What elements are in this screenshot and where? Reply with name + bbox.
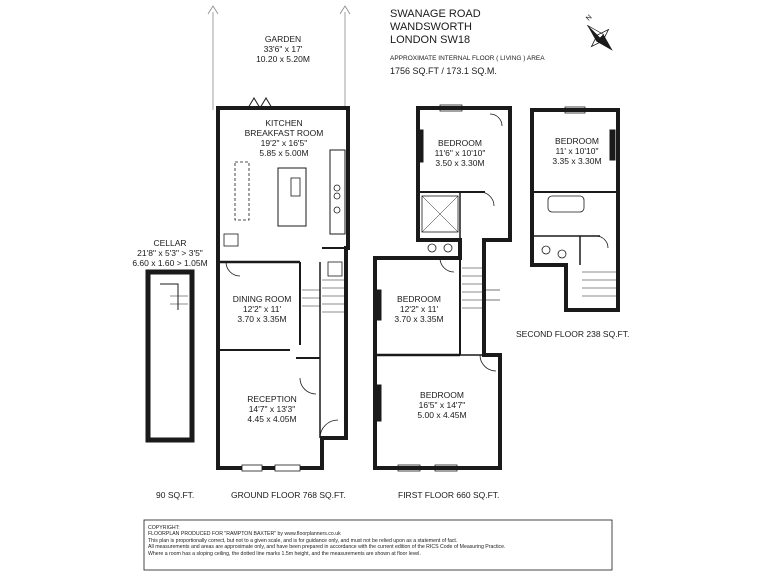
room-label-bedroom-first-rear: BEDROOM 11'6" x 10'10" 3.50 x 3.30M xyxy=(434,138,486,168)
svg-text:N: N xyxy=(585,13,594,23)
copyright-line-2: This plan is proportionally correct, but not to a given scale, and is for guidance only, and must not be relied upon as a statement of fact. xyxy=(148,537,458,544)
address-line-3: LONDON SW18 xyxy=(390,34,471,46)
floor-label-second: SECOND FLOOR 238 SQ.FT. xyxy=(516,329,630,339)
room-label-garden: GARDEN 33'6" x 17' 10.20 x 5.20M xyxy=(256,34,310,64)
floor-label-first: FIRST FLOOR 660 SQ.FT. xyxy=(398,490,500,500)
copyright-line-4: Where a room has a sloping ceiling, the dotted line marks 1.5m height, and the measurements are shown at floor level. xyxy=(148,550,421,557)
copyright-line-1: FLOORPLAN PRODUCED FOR "RAMPTON BAXTER" by www.floorplanners.co.uk xyxy=(148,531,341,538)
copyright-line-3: All measurements and areas are approximate only, and have been prepared in accordance with the current edition of the RICS Code of Measuring Practice. xyxy=(148,544,506,551)
copyright-text xyxy=(148,525,598,557)
room-label-bedroom-second: BEDROOM 11' x 10'10" 3.35 x 3.30M xyxy=(552,136,602,166)
cellar-plan xyxy=(148,272,192,440)
address-line-1: SWANAGE ROAD xyxy=(390,8,481,20)
address-line-2: WANDSWORTH xyxy=(390,21,472,33)
address-block xyxy=(390,8,481,47)
copyright-title: COPYRIGHT: xyxy=(148,525,180,531)
area-total: 1756 SQ.FT / 173.1 SQ.M. xyxy=(390,66,497,77)
room-label-bedroom-first-middle: BEDROOM 12'2" x 11' 3.70 x 3.35M xyxy=(394,294,444,324)
area-block xyxy=(390,55,545,77)
north-arrow-icon xyxy=(574,12,621,59)
room-label-kitchen: KITCHEN BREAKFAST ROOM 19'2" x 16'5" 5.85 x 5.00M xyxy=(244,118,324,158)
area-caption: APPROXIMATE INTERNAL FLOOR ( LIVING ) AREA xyxy=(390,55,545,62)
room-label-dining: DINING ROOM 12'2" x 11' 3.70 x 3.35M xyxy=(232,294,292,324)
floor-label-ground: GROUND FLOOR 768 SQ.FT. xyxy=(231,490,346,500)
floor-label-cellar: 90 SQ.FT. xyxy=(156,490,195,500)
room-label-bedroom-first-front: BEDROOM 16'5" x 14'7" 5.00 x 4.45M xyxy=(417,390,467,420)
room-label-cellar: CELLAR 21'8" x 5'3" > 3'5" 6.60 x 1.60 > 1.05M xyxy=(132,238,208,268)
room-label-reception: RECEPTION 14'7" x 13'3" 4.45 x 4.05M xyxy=(247,394,297,424)
